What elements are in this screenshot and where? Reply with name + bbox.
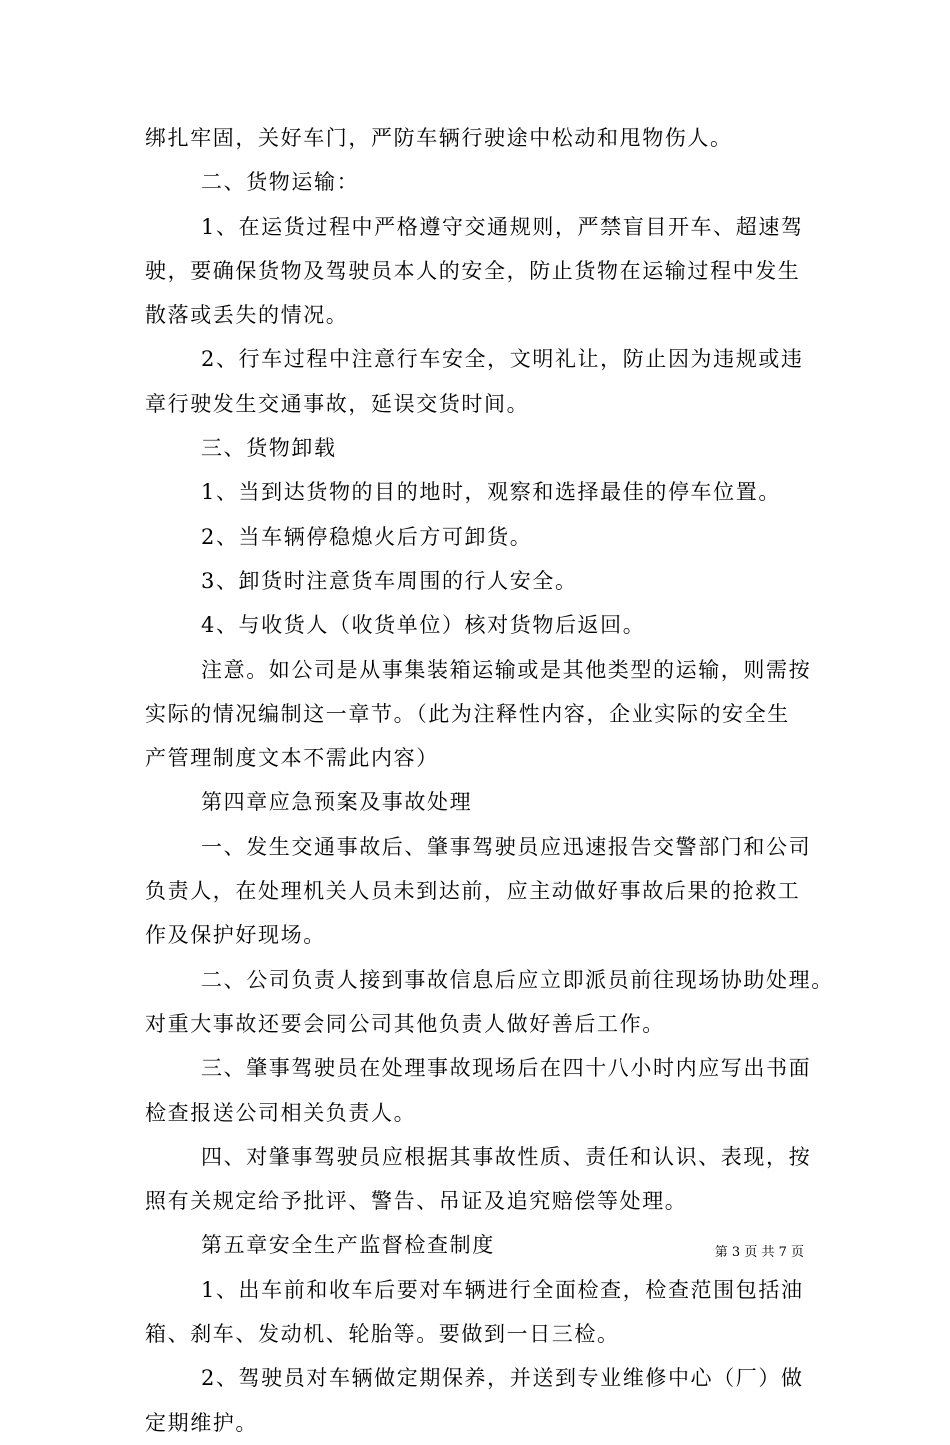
text-line: 散落或丢失的情况。 [145, 303, 349, 328]
text-line: 驶，要确保货物及驾驶员本人的安全，防止货物在运输过程中发生 [145, 258, 801, 283]
text-line: 3、卸货时注意货车周围的行人安全。 [201, 568, 578, 593]
text-line: 2、驾驶员对车辆做定期保养，并送到专业维修中心（厂）做 [201, 1366, 804, 1391]
text-line: 定期维护。 [145, 1410, 258, 1435]
text-line: 一、发生交通事故后、肇事驾驶员应迅速报告交警部门和公司 [201, 834, 812, 859]
section-heading: 二、货物运输： [201, 170, 360, 195]
text-line: 2、行车过程中注意行车安全，文明礼让，防止因为违规或违 [201, 347, 804, 372]
text-line: 实际的情况编制这一章节。（此为注释性内容，企业实际的安全生 [145, 701, 790, 726]
text-line: 三、肇事驾驶员在处理事故现场后在四十八小时内应写出书面 [201, 1056, 812, 1081]
text-line: 二、公司负责人接到事故信息后应立即派员前往现场协助处理。 [201, 967, 834, 992]
text-line: 4、与收货人（收货单位）核对货物后返回。 [201, 613, 646, 638]
text-line: 章行驶发生交通事故，延误交货时间。 [145, 391, 530, 416]
section-heading: 三、货物卸载 [201, 436, 337, 461]
text-line: 产管理制度文本不需此内容） [145, 746, 439, 771]
text-line: 照有关规定给予批评、警告、吊证及追究赔偿等处理。 [145, 1189, 688, 1214]
text-line: 1、在运货过程中严格遵守交通规则，严禁盲目开车、超速驾 [201, 214, 804, 239]
text-line: 四、对肇事驾驶员应根据其事故性质、责任和认识、表现，按 [201, 1144, 812, 1169]
text-line: 负责人，在处理机关人员未到达前，应主动做好事故后果的抢救工 [145, 879, 801, 904]
chapter-heading: 第五章安全生产监督检查制度 [201, 1233, 495, 1258]
chapter-heading: 第四章应急预案及事故处理 [201, 790, 473, 815]
text-line: 检查报送公司相关负责人。 [145, 1100, 417, 1125]
text-line: 绑扎牢固，关好车门，严防车辆行驶途中松动和甩物伤人。 [145, 126, 733, 150]
page-number-footer: 第 3 页 共 7 页 [714, 1245, 804, 1260]
text-line: 2、当车辆停稳熄火后方可卸货。 [201, 524, 533, 549]
text-line: 注意。如公司是从事集装箱运输或是其他类型的运输，则需按 [201, 657, 812, 682]
text-line: 箱、刹车、发动机、轮胎等。要做到一日三检。 [145, 1322, 620, 1347]
text-line: 对重大事故还要会同公司其他负责人做好善后工作。 [145, 1011, 665, 1036]
text-line: 1、当到达货物的目的地时，观察和选择最佳的停车位置。 [201, 480, 781, 505]
text-line: 作及保护好现场。 [145, 923, 326, 948]
text-line: 1、出车前和收车后要对车辆进行全面检查，检查范围包括油 [201, 1277, 804, 1302]
